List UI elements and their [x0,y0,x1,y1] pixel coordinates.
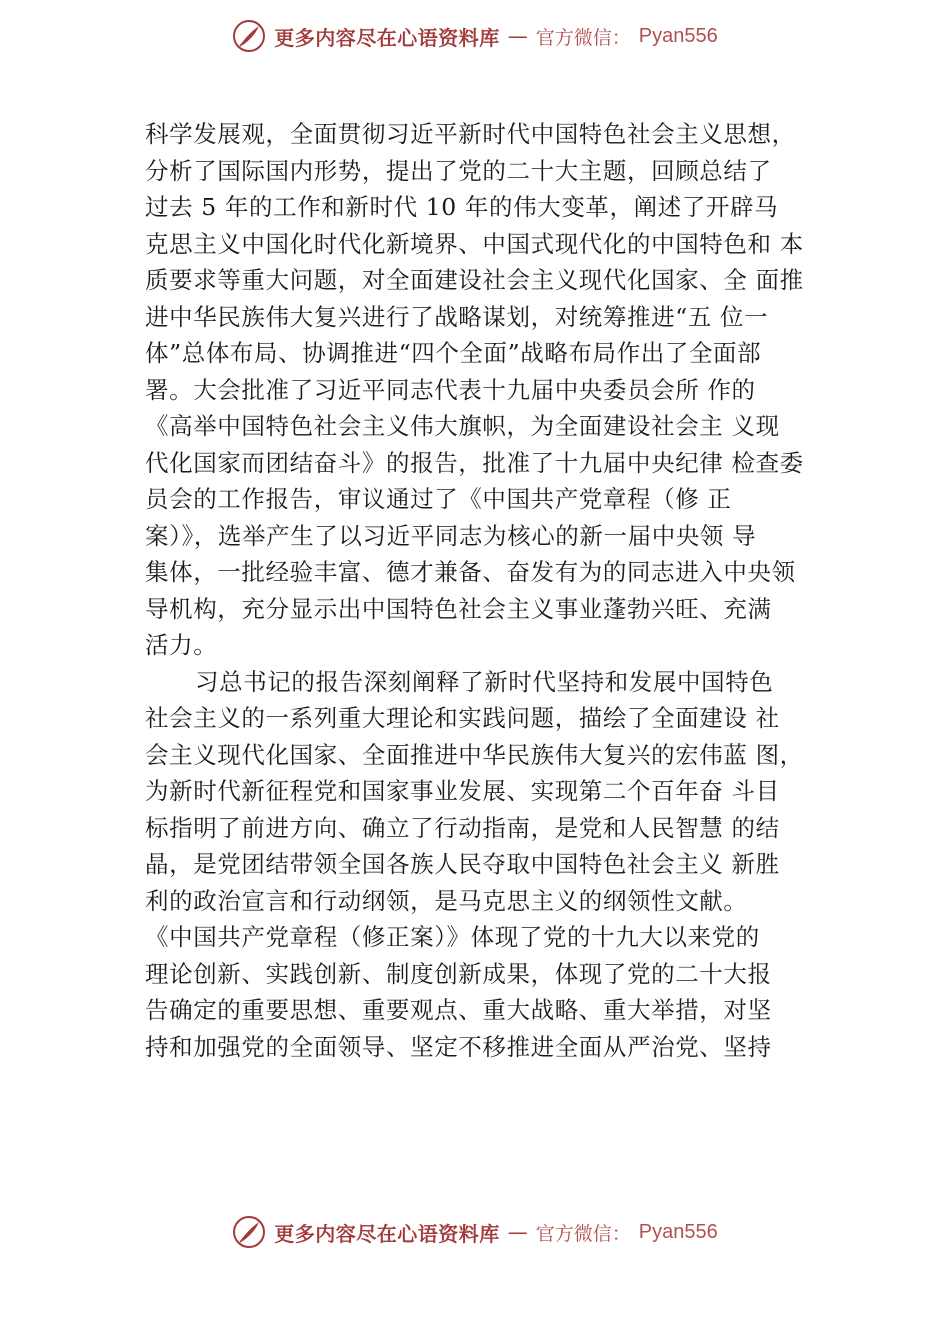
footer-contact-label: 官方微信： [535,1222,631,1245]
text-line: 导机构，充分显示出中国特色社会主义事业蓬勃兴旺、充满 [145,594,772,623]
text-line: 标指明了前进方向、确立了行动指南，是党和人民智慧 的结 [145,813,780,842]
text-line: 体”总体布局、协调推进“四个全面”战略布局作出了全面部 [145,339,762,367]
header-dash: — [507,24,528,48]
text-line: 为新时代新征程党和国家事业发展、实现第二个百年奋 斗目 [145,777,780,805]
text-line: 署。大会批准了习近平同志代表十九届中央委员会所 作的 [145,375,756,404]
text-line: 《中国共产党章程（修正案）》体现了党的十九大以来党的 [145,923,760,951]
quill-logo-icon [232,19,266,53]
quill-logo-icon [232,1215,266,1249]
text-line: 持和加强党的全面领导、坚定不移推进全面从严治党、坚持 [145,1032,772,1061]
document-body [145,116,835,1065]
header-banner [0,14,950,58]
footer-banner [0,1210,950,1254]
text-line: 代化国家而团结奋斗》的报告，批准了十九届中央纪律 检查委 [145,448,804,477]
footer-dash: — [507,1220,528,1244]
text-line: 分析了国际国内形势，提出了党的二十大主题，回顾总结了 [145,156,772,185]
text-line: 习总书记的报告深刻阐释了新时代坚持和发展中国特色 [195,667,774,696]
text-line: 社会主义的一系列重大理论和实践问题，描绘了全面建设 社 [145,704,780,732]
text-line: 会主义现代化国家、全面推进中华民族伟大复兴的宏伟蓝 图， [145,740,804,769]
text-line: 晶，是党团结带领全国各族人民夺取中国特色社会主义 新胜 [145,850,780,878]
text-line: 质要求等重大问题，对全面建设社会主义现代化国家、全 面推 [145,266,804,294]
text-line: 案）》，选举产生了以习近平同志为核心的新一届中央领 导 [145,521,757,550]
text-line: 克思主义中国化时代化新境界、中国式现代化的中国特色和 本 [145,229,804,258]
text-line: 理论创新、实践创新、制度创新成果，体现了党的二十大报 [145,959,772,988]
text-line: 进中华民族伟大复兴进行了战略谋划，对统筹推进“五 位一 [145,302,769,331]
text-line: 利的政治宣言和行动纲领，是马克思主义的纲领性文献。 [145,886,748,915]
header-slogan: 更多内容尽在心语资料库 [274,25,500,50]
text-line: 《高举中国特色社会主义伟大旗帜，为全面建设社会主 义现 [145,412,780,440]
paragraph-1 [145,116,835,664]
footer-contact-id: Pyan556 [638,1220,718,1243]
text-line: 科学发展观，全面贯彻习近平新时代中国特色社会主义思想， [145,120,796,148]
text-line: 过去 5 年的工作和新时代 10 年的伟大变革，阐述了开辟马 [145,193,779,221]
header-contact-id: Pyan556 [638,24,718,47]
footer-slogan: 更多内容尽在心语资料库 [274,1221,500,1246]
text-line: 告确定的重要思想、重要观点、重大战略、重大举措，对坚 [145,996,772,1024]
header-contact-label: 官方微信： [535,26,631,49]
text-line: 集体，一批经验丰富、德才兼备、奋发有为的同志进入中央领 [145,558,796,586]
text-line: 活力。 [145,631,218,659]
text-line: 员会的工作报告，审议通过了《中国共产党章程（修 正 [145,485,732,513]
paragraph-2 [145,664,835,1066]
